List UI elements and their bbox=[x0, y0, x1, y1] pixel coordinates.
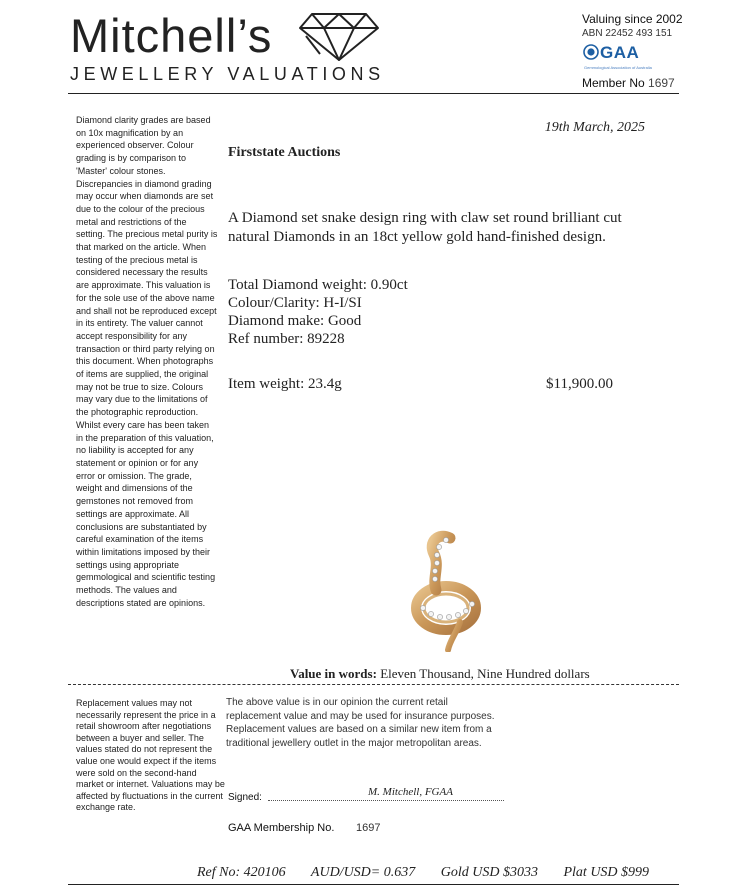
spec-diamond-make: Diamond make: Good bbox=[228, 313, 362, 329]
valuation-date: 19th March, 2025 bbox=[544, 120, 645, 135]
gaa-membership-number: 1697 bbox=[356, 822, 381, 834]
snake-ring-photo bbox=[410, 528, 482, 652]
dashed-divider bbox=[68, 684, 679, 685]
gaa-logo-text: GAA bbox=[600, 43, 640, 62]
item-description: A Diamond set snake design ring with claw set round brilliant cut natural Diamonds in an 18ct yellow gold hand-finished design. bbox=[228, 210, 622, 245]
footer-rates bbox=[197, 865, 671, 881]
signer-name: M. Mitchell, FGAA bbox=[368, 786, 453, 798]
signed-label: Signed: bbox=[228, 792, 262, 803]
gaa-logo-subtext: Gemmological Association of Australia bbox=[584, 65, 652, 70]
gaa-membership-label: GAA Membership No. bbox=[228, 822, 335, 834]
spec-ref-number: Ref number: 89228 bbox=[228, 331, 345, 347]
valuing-since: Valuing since 2002 bbox=[582, 12, 683, 26]
item-specs bbox=[228, 276, 408, 348]
client-name: Firststate Auctions bbox=[228, 145, 341, 160]
gaa-gem-icon bbox=[583, 43, 599, 61]
footer-gold-price: Gold USD $3033 bbox=[440, 865, 538, 880]
valuation-price: $11,900.00 bbox=[546, 376, 613, 392]
member-number bbox=[582, 76, 675, 90]
replacement-note: Replacement values may not necessarily represent the price in a retail showroom after negotiations between a buyer and seller. The values stated do not represent the value one would expect if the items were sold on the second-hand market or internet. Valuations may be affected by fluctuations in the current exchange rate. bbox=[76, 698, 225, 813]
footer-divider bbox=[68, 884, 679, 885]
member-label: Member No bbox=[582, 76, 645, 90]
item-weight: Item weight: 23.4g bbox=[228, 376, 342, 392]
signature-line bbox=[268, 800, 504, 801]
value-in-words bbox=[290, 666, 590, 682]
footer-aud-usd: AUD/USD= 0.637 bbox=[310, 865, 416, 880]
brand-title: Mitchell’s bbox=[70, 9, 273, 62]
member-number-value: 1697 bbox=[648, 76, 675, 90]
value-in-words-label: Value in words: bbox=[290, 666, 377, 681]
abn-number: ABN 22452 493 151 bbox=[582, 28, 673, 39]
retail-statement: The above value is in our opinion the current retail replacement value and may be used for insurance purposes. Replacement values are based on a similar new item from a traditional jewellery outlet in the major metropolitan areas. bbox=[226, 697, 495, 749]
footer-plat-price: Plat USD $999 bbox=[563, 865, 650, 880]
disclaimer-text: Diamond clarity grades are based on 10x magnification by an experienced observer. Colour grading is by comparison to 'Master' colour stones. Discrepancies in diamond grading may occur when diamonds are set due to the colour of the precious metal and restrictions of the setting. The precious metal purity is that marked on the article. When testing of the precious metal is considered necessary the results are approximate. This valuation is for the sole use of the above name and shall not be reproduced except in its entirety. The valuer cannot accept responsibility for any transaction or third party relying on this document. When photographs of items are supplied, the original may not be true to size. Colours may vary due to the limitations of the photographic reproduction. Whilst every care has been taken in the preparation of this valuation, no liability is accepted for any statement or opinion or for any error or omission. The grade, weight and dimensions of the gemstones not removed from settings are approximate. All conclusions are substantiated by careful examination of the items within limitations imposed by their settings using appropriate gemmological and scientific testing methods. The values and descriptions stated are opinions. bbox=[76, 115, 218, 608]
spec-total-diamond-weight: Total Diamond weight: 0.90ct bbox=[228, 277, 408, 293]
diamond-logo-icon bbox=[298, 8, 380, 62]
header-divider bbox=[68, 93, 679, 94]
brand-subtitle: JEWELLERY VALUATIONS bbox=[70, 64, 385, 84]
footer-ref-no: Ref No: 420106 bbox=[197, 865, 286, 880]
spec-colour-clarity: Colour/Clarity: H-I/SI bbox=[228, 295, 362, 311]
value-in-words-text: Eleven Thousand, Nine Hundred dollars bbox=[380, 666, 590, 681]
